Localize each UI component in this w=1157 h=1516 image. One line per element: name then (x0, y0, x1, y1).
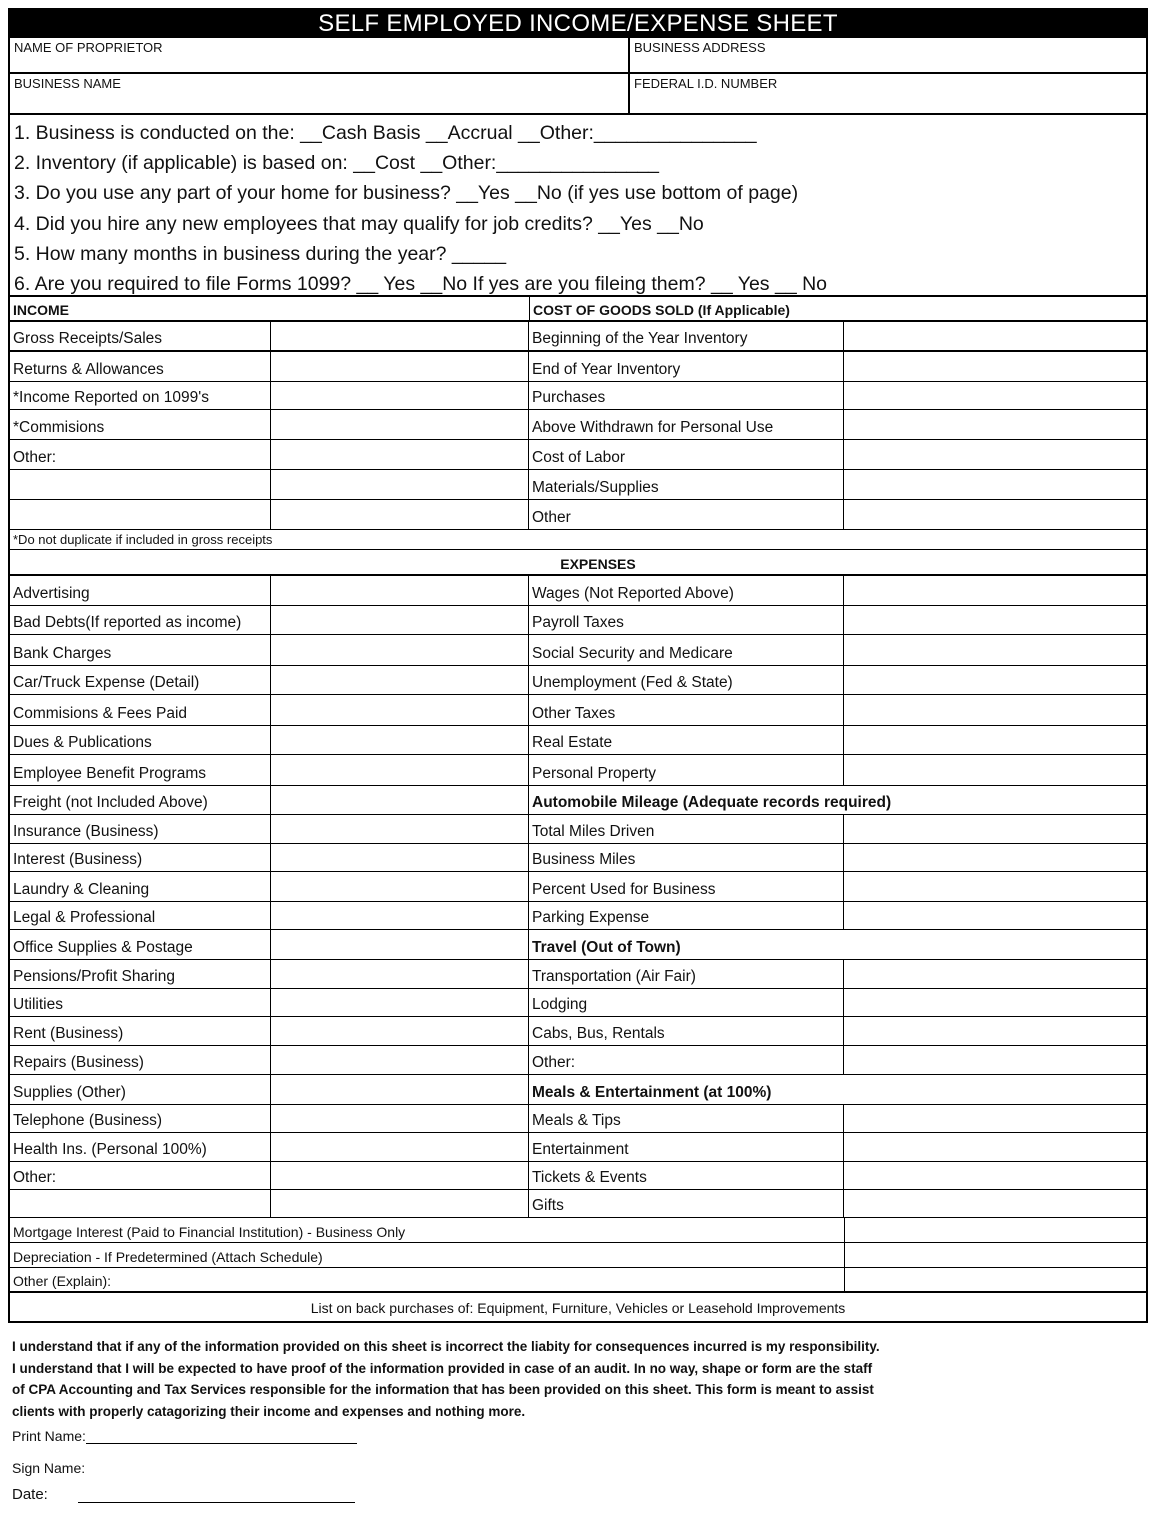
income-amount-field[interactable] (271, 410, 529, 439)
expense-section-heading: Meals & Entertainment (at 100%) (532, 1084, 772, 1101)
cogs-amount-field[interactable] (844, 352, 1146, 381)
business-address-field[interactable] (630, 38, 1146, 72)
expense-amount-field[interactable] (271, 989, 529, 1016)
expense-label: Rent (Business) (10, 1017, 271, 1045)
income-label (10, 470, 271, 499)
expense-amount-field[interactable] (844, 815, 1146, 843)
print-name-line[interactable] (86, 1428, 357, 1444)
expense-label: Interest (Business) (10, 844, 271, 871)
expense-row (10, 606, 1146, 635)
expense-amount-field[interactable] (271, 576, 529, 605)
cogs-amount-field[interactable] (844, 410, 1146, 439)
expense-amount-field[interactable] (844, 1017, 1146, 1045)
expense-amount-field[interactable] (844, 576, 1146, 605)
expense-label: Other Taxes (529, 695, 844, 725)
expense-amount-field[interactable] (271, 815, 529, 843)
expense-label: Freight (not Included Above) (10, 786, 271, 814)
expense-amount-field[interactable] (271, 902, 529, 929)
income-label: Gross Receipts/Sales (10, 322, 271, 350)
expense-label: Meals & Tips (529, 1105, 844, 1132)
expense-amount-field[interactable] (844, 1190, 1146, 1217)
question[interactable]: 3. Do you use any part of your home for business? __Yes __No (if yes use bottom of page) (14, 182, 799, 205)
duplicate-note: *Do not duplicate if included in gross receipts (10, 530, 1146, 550)
expense-amount-field[interactable] (271, 755, 529, 785)
expense-label: Business Miles (529, 844, 844, 871)
expense-row (10, 1162, 1146, 1190)
expense-amount-field[interactable] (844, 726, 1146, 754)
expense-row (10, 872, 1146, 902)
expense-label: Legal & Professional (10, 902, 271, 929)
expense-label (10, 1190, 271, 1217)
income-row (10, 322, 1146, 352)
income-amount-field[interactable] (271, 382, 529, 409)
business-name-label: BUSINESS NAME (14, 76, 121, 91)
income-label: Returns & Allowances (10, 352, 271, 381)
expense-label: Telephone (Business) (10, 1105, 271, 1132)
expense-label: Insurance (Business) (10, 815, 271, 843)
expense-label: Tickets & Events (529, 1162, 844, 1189)
expense-label: Bank Charges (10, 635, 271, 665)
print-name-row (12, 1428, 357, 1444)
expense-amount-field[interactable] (844, 902, 1146, 929)
income-label (10, 500, 271, 529)
cogs-label: Materials/Supplies (529, 470, 844, 499)
expense-amount-field[interactable] (271, 844, 529, 871)
expense-section-heading: Automobile Mileage (Adequate records required) (532, 794, 892, 811)
income-row (10, 440, 1146, 470)
expense-label: Wages (Not Reported Above) (529, 576, 844, 605)
cogs-label: Other (529, 500, 844, 529)
expense-row (10, 989, 1146, 1017)
wide-row (10, 1218, 1146, 1243)
question[interactable]: 6. Are you required to file Forms 1099? __ Yes __No If yes are you fileing them? __ Yes __ No (14, 273, 828, 296)
business-address-label: BUSINESS ADDRESS (634, 40, 766, 55)
wide-rows (10, 1218, 1146, 1293)
expense-label: Utilities (10, 989, 271, 1016)
expense-amount-field[interactable] (844, 695, 1146, 725)
expense-amount-field[interactable] (271, 1105, 529, 1132)
expense-label: Social Security and Medicare (529, 635, 844, 665)
expense-label: Real Estate (529, 726, 844, 754)
expense-amount-field[interactable] (844, 960, 1146, 988)
expense-label: Office Supplies & Postage (10, 930, 271, 959)
income-label: *Commisions (10, 410, 271, 439)
expense-amount-field[interactable] (271, 1017, 529, 1045)
income-amount-field[interactable] (271, 322, 529, 350)
expense-row (10, 844, 1146, 872)
income-amount-field[interactable] (271, 352, 529, 381)
cogs-heading: COST OF GOODS SOLD (If Applicable) (533, 302, 790, 318)
expense-label: Other: (529, 1046, 844, 1074)
expense-amount-field[interactable] (844, 989, 1146, 1016)
expense-amount-field[interactable] (271, 1190, 529, 1217)
question[interactable]: 5. How many months in business during the year? _____ (14, 242, 507, 265)
expense-amount-field[interactable] (271, 960, 529, 988)
expense-amount-field[interactable] (844, 872, 1146, 901)
income-row (10, 352, 1146, 382)
expense-rows (10, 576, 1146, 1218)
expense-amount-field[interactable] (844, 1046, 1146, 1074)
disclaimer-line: I understand that I will be expected to have proof of the information provided in case of an audit. In no way, shape or form are the staff (12, 1360, 873, 1376)
expense-amount-field[interactable] (844, 1162, 1146, 1189)
proprietor-name-label: NAME OF PROPRIETOR (14, 40, 163, 55)
expense-label: Commisions & Fees Paid (10, 695, 271, 725)
cogs-amount-field[interactable] (844, 470, 1146, 499)
date-line[interactable] (78, 1487, 355, 1503)
expense-amount-field[interactable] (844, 755, 1146, 785)
expense-row (10, 1105, 1146, 1133)
expense-label: Bad Debts(If reported as income) (10, 606, 271, 634)
form-title: SELF EMPLOYED INCOME/EXPENSE SHEET (10, 10, 1146, 38)
expense-row (10, 695, 1146, 726)
income-amount-field[interactable] (271, 500, 529, 529)
income-heading: INCOME (10, 297, 530, 320)
cogs-label: Above Withdrawn for Personal Use (529, 410, 844, 439)
expense-row (10, 666, 1146, 695)
income-row (10, 382, 1146, 410)
expense-amount-field[interactable] (271, 786, 529, 814)
disclaimer-line: clients with properly catagorizing their income and expenses and nothing more. (12, 1403, 526, 1419)
income-row (10, 410, 1146, 440)
expense-amount-field[interactable] (271, 606, 529, 634)
date-label: Date: (12, 1486, 48, 1503)
question[interactable]: 2. Inventory (if applicable) is based on: __Cost __Other:_______________ (14, 152, 660, 175)
expense-amount-field[interactable] (844, 1105, 1146, 1132)
cogs-label: Cost of Labor (529, 440, 844, 469)
wide-row-amount-field[interactable] (845, 1268, 1146, 1291)
expense-label: Lodging (529, 989, 844, 1016)
disclaimer (12, 1336, 942, 1422)
income-cogs-heading-row (10, 297, 1146, 322)
income-label: Other: (10, 440, 271, 469)
cogs-label: End of Year Inventory (529, 352, 844, 381)
expense-amount-field[interactable] (271, 695, 529, 725)
expense-amount-field[interactable] (271, 635, 529, 665)
expense-row (10, 755, 1146, 786)
cogs-label: Beginning of the Year Inventory (529, 322, 844, 350)
wide-row-amount-field[interactable] (845, 1218, 1146, 1242)
expense-label: Personal Property (529, 755, 844, 785)
sign-name-label: Sign Name: (12, 1460, 86, 1476)
expense-label: Percent Used for Business (529, 872, 844, 901)
expense-label: Supplies (Other) (10, 1075, 271, 1104)
expense-label: Advertising (10, 576, 271, 605)
wide-row (10, 1268, 1146, 1293)
cogs-amount-field[interactable] (844, 382, 1146, 409)
business-name-field[interactable] (10, 74, 630, 113)
expense-label: Repairs (Business) (10, 1046, 271, 1074)
expense-label: Laundry & Cleaning (10, 872, 271, 901)
disclaimer-line: of CPA Accounting and Tax Services responsible for the information that has been provided on this sheet. This form is meant to assist (12, 1382, 874, 1397)
cogs-amount-field[interactable] (844, 322, 1146, 350)
expense-row (10, 1133, 1146, 1162)
purchases-note: List on back purchases of: Equipment, Furniture, Vehicles or Leasehold Improvements (310, 1300, 846, 1316)
expense-amount-field[interactable] (271, 1162, 529, 1189)
income-row (10, 470, 1146, 500)
expense-amount-field[interactable] (271, 666, 529, 694)
expense-label: Dues & Publications (10, 726, 271, 754)
sign-name-row (12, 1460, 85, 1476)
expense-amount-field[interactable] (271, 1046, 529, 1074)
expense-amount-field[interactable] (844, 844, 1146, 871)
expense-amount-field[interactable] (844, 1133, 1146, 1161)
expense-label: Health Ins. (Personal 100%) (10, 1133, 271, 1161)
expense-label: Cabs, Bus, Rentals (529, 1017, 844, 1045)
wide-row-label: Depreciation - If Predetermined (Attach Schedule) (10, 1243, 845, 1267)
expense-amount-field[interactable] (271, 872, 529, 901)
header-row-2 (10, 74, 1146, 115)
expense-section-heading: Travel (Out of Town) (532, 939, 681, 956)
wide-row-label: Other (Explain): (10, 1268, 845, 1291)
expense-amount-field[interactable] (271, 930, 529, 959)
federal-id-field[interactable] (630, 74, 1146, 113)
expense-label: Total Miles Driven (529, 815, 844, 843)
expense-label: Pensions/Profit Sharing (10, 960, 271, 988)
expense-row (10, 1046, 1146, 1075)
expense-amount-field[interactable] (844, 606, 1146, 634)
income-row (10, 500, 1146, 530)
expense-row (10, 1075, 1146, 1105)
income-amount-field[interactable] (271, 470, 529, 499)
expense-amount-field[interactable] (844, 635, 1146, 665)
expense-label: Entertainment (529, 1133, 844, 1161)
cogs-amount-field[interactable] (844, 440, 1146, 469)
expense-amount-field[interactable] (271, 726, 529, 754)
expense-row (10, 902, 1146, 930)
expense-label: Gifts (529, 1190, 844, 1217)
expense-amount-field[interactable] (844, 666, 1146, 694)
expense-row (10, 1190, 1146, 1218)
federal-id-label: FEDERAL I.D. NUMBER (634, 76, 778, 91)
disclaimer-line: I understand that if any of the information provided on this sheet is incorrect the liabity for consequences incurred is my responsibility. (12, 1339, 880, 1354)
expense-label: Transportation (Air Fair) (529, 960, 844, 988)
income-amount-field[interactable] (271, 440, 529, 469)
expense-label: Payroll Taxes (529, 606, 844, 634)
expense-row (10, 815, 1146, 844)
header-row-1 (10, 38, 1146, 74)
expense-row (10, 726, 1146, 755)
print-name-label: Print Name: (12, 1428, 86, 1444)
income-expense-form (8, 8, 1148, 1323)
expense-row (10, 635, 1146, 666)
question[interactable]: 4. Did you hire any new employees that may qualify for job credits? __Yes __No (14, 212, 704, 235)
expense-row (10, 1017, 1146, 1046)
question[interactable]: 1. Business is conducted on the: __Cash Basis __Accrual __Other:_______________ (14, 122, 757, 144)
expense-label: Car/Truck Expense (Detail) (10, 666, 271, 694)
wide-row-label: Mortgage Interest (Paid to Financial Institution) - Business Only (10, 1218, 845, 1242)
questions-section (10, 115, 1146, 297)
expense-row (10, 960, 1146, 989)
cogs-label: Purchases (529, 382, 844, 409)
expense-label: Unemployment (Fed & State) (529, 666, 844, 694)
income-label: *Income Reported on 1099's (10, 382, 271, 409)
expense-label: Parking Expense (529, 902, 844, 929)
cogs-amount-field[interactable] (844, 500, 1146, 529)
expense-row (10, 576, 1146, 606)
proprietor-name-field[interactable] (10, 38, 630, 72)
date-row (12, 1486, 355, 1503)
expenses-heading: EXPENSES (10, 550, 1146, 576)
expense-amount-field[interactable] (271, 1075, 529, 1104)
income-rows (10, 322, 1146, 530)
expense-label: Other: (10, 1162, 271, 1189)
expense-row (10, 930, 1146, 960)
wide-row (10, 1243, 1146, 1268)
expense-row (10, 786, 1146, 815)
expense-label: Employee Benefit Programs (10, 755, 271, 785)
wide-row-amount-field[interactable] (845, 1243, 1146, 1267)
expense-amount-field[interactable] (271, 1133, 529, 1161)
